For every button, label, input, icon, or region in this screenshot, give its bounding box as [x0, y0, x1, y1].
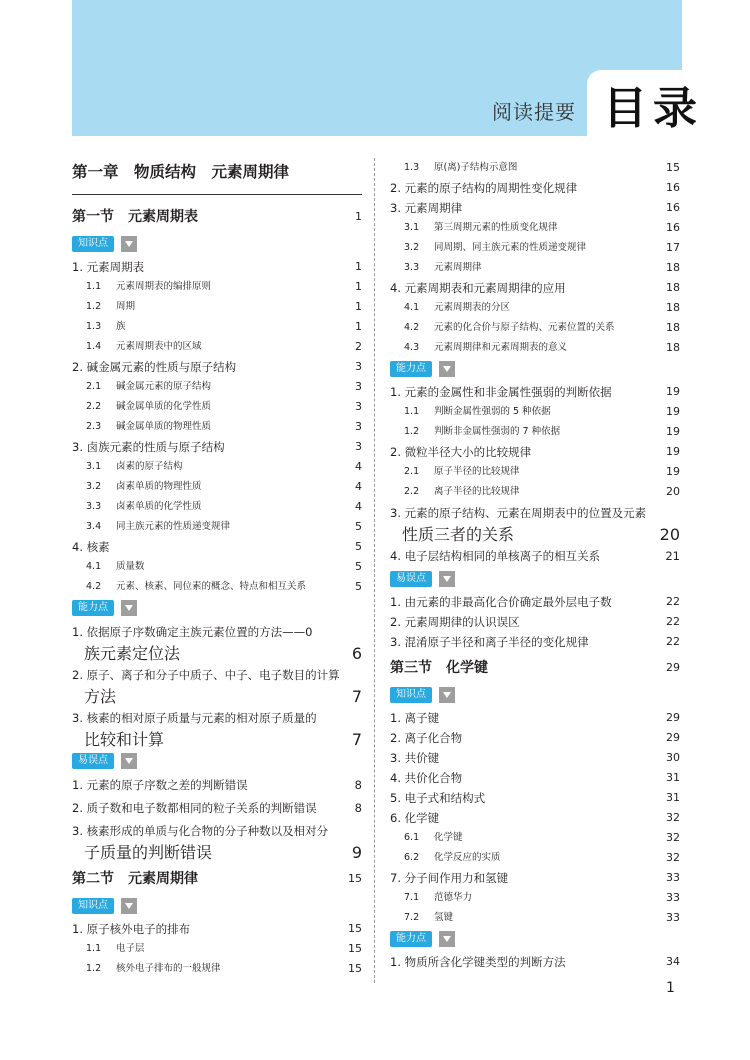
- section-tag-error: 易误点: [72, 753, 114, 769]
- toc-page-number: 20: [666, 485, 680, 498]
- toc-entry-text: 卤素单质的化学性质: [116, 501, 202, 512]
- toc-entry-text: 化学键: [434, 832, 463, 843]
- toc-entry[interactable]: [390, 442, 680, 462]
- toc-subentry[interactable]: [390, 238, 680, 258]
- toc-page-number: 29: [666, 661, 680, 674]
- toc-page-number: 30: [666, 751, 680, 764]
- toc-entry[interactable]: [390, 592, 680, 612]
- toc-entry-text: 质量数: [116, 561, 145, 572]
- toc-entry-title: [404, 828, 463, 848]
- toc-entry[interactable]: [390, 545, 680, 568]
- triangle-down-icon: [121, 898, 137, 914]
- toc-entry-continuation[interactable]: [72, 687, 362, 707]
- toc-entry-continuation[interactable]: [72, 843, 362, 863]
- toc-page-number: 1: [355, 210, 362, 223]
- toc-page-number: 22: [666, 595, 680, 608]
- toc-entry-text: 范德华力: [434, 892, 473, 903]
- toc-entry-title: 方法: [84, 687, 117, 706]
- toc-page-number: 9: [351, 843, 362, 862]
- toc-entry-text: 碱金属单质的化学性质: [116, 401, 212, 412]
- toc-subentry[interactable]: [72, 417, 362, 437]
- toc-entry-number: 3.1: [86, 461, 102, 472]
- toc-entry-text: 族: [116, 321, 126, 332]
- toc-subentry[interactable]: [390, 848, 680, 868]
- toc-entry-number: 4.1: [404, 302, 420, 313]
- toc-page-number: 32: [666, 831, 680, 844]
- toc-entry-title: [86, 557, 145, 577]
- toc-entry-title: 1. 元素周期表: [72, 260, 145, 274]
- toc-entry[interactable]: [72, 257, 362, 277]
- toc-entry-title: [86, 497, 202, 517]
- toc-entry[interactable]: [390, 868, 680, 888]
- toc-entry-number: 7.2: [404, 912, 420, 923]
- triangle-down-icon: [439, 687, 455, 703]
- toc-entry-number: 1.4: [86, 341, 102, 352]
- toc-entry[interactable]: [72, 820, 362, 843]
- toc-page-number: 15: [348, 922, 362, 935]
- toc-entry[interactable]: [390, 808, 680, 828]
- toc-page-number: 3: [355, 420, 362, 433]
- toc-page-number: 8: [354, 801, 362, 815]
- section-heading[interactable]: [390, 652, 680, 684]
- toc-right-column: [390, 158, 680, 972]
- toc-entry-title: 4. 共价化合物: [390, 771, 463, 785]
- toc-entry-title: 4. 电子层结构相同的单核离子的相互关系: [390, 549, 601, 563]
- toc-page-number: 18: [666, 281, 680, 294]
- toc-entry-number: 2.1: [404, 466, 420, 477]
- tag-row: [390, 568, 680, 592]
- toc-page-number: 4: [355, 480, 362, 493]
- toc-entry-title: 1. 由元素的非最高化合价确定最外层电子数: [390, 595, 612, 609]
- toc-entry-text: 元素周期律: [434, 262, 482, 273]
- toc-entry[interactable]: [390, 382, 680, 402]
- toc-page-number: 5: [355, 560, 362, 573]
- toc-entry[interactable]: [72, 774, 362, 797]
- toc-entry-title: [404, 298, 510, 318]
- toc-entry-continuation[interactable]: [72, 644, 362, 664]
- toc-entry-text: 卤素单质的物理性质: [116, 481, 202, 492]
- toc-page-number: 22: [666, 635, 680, 648]
- toc-entry-number: 4.1: [86, 561, 102, 572]
- triangle-down-icon: [121, 236, 137, 252]
- toc-entry-text: 元素周期表的分区: [434, 302, 511, 313]
- toc-page-number: 16: [666, 221, 680, 234]
- toc-entry-title: 3. 元素周期律: [390, 201, 463, 215]
- chapter-heading[interactable]: [72, 158, 362, 195]
- toc-entry-title: 3. 元素的原子结构、元素在周期表中的位置及元素: [390, 506, 647, 520]
- section-tag-ability: 能力点: [390, 361, 432, 377]
- section-heading[interactable]: [72, 201, 362, 233]
- toc-page-number: 19: [666, 465, 680, 478]
- toc-entry-title: 2. 碱金属元素的性质与原子结构: [72, 360, 237, 374]
- toc-entry-number: 1.2: [404, 426, 420, 437]
- toc-page-number: 19: [666, 445, 680, 458]
- toc-entry-title: [86, 377, 211, 397]
- toc-entry-title: 1. 原子核外电子的排布: [72, 922, 191, 936]
- toc-entry-number: 3.2: [86, 481, 102, 492]
- toc-page-number: 3: [355, 360, 362, 373]
- toc-entry-number: 7.1: [404, 892, 420, 903]
- toc-entry-number: 3.2: [404, 242, 420, 253]
- toc-entry-text: 卤素的原子结构: [116, 461, 183, 472]
- toc-subentry[interactable]: [390, 298, 680, 318]
- toc-subentry[interactable]: [72, 959, 362, 979]
- toc-entry[interactable]: [72, 664, 362, 687]
- toc-subentry[interactable]: [72, 297, 362, 317]
- toc-entry-title: 2. 原子、离子和分子中质子、中子、电子数目的计算: [72, 668, 340, 682]
- toc-entry-text: 电子层: [116, 943, 145, 954]
- toc-entry-text: 同周期、同主族元素的性质递变规律: [434, 242, 587, 253]
- toc-subentry[interactable]: [390, 908, 680, 928]
- toc-subentry[interactable]: [390, 158, 680, 178]
- toc-entry-number: 4.3: [404, 342, 420, 353]
- toc-page-number: 4: [355, 500, 362, 513]
- toc-subentry[interactable]: [390, 258, 680, 278]
- toc-entry-number: 2.1: [86, 381, 102, 392]
- tag-row: [390, 928, 680, 952]
- toc-page-number: 16: [666, 181, 680, 194]
- toc-subentry[interactable]: [72, 497, 362, 517]
- toc-entry-title: [404, 402, 551, 422]
- toc-entry-title: 族元素定位法: [84, 644, 181, 663]
- toc-entry-title: [86, 297, 135, 317]
- toc-entry-title: [404, 848, 501, 868]
- toc-page-number: 3: [355, 400, 362, 413]
- toc-entry-continuation[interactable]: [72, 730, 362, 750]
- tag-row: [72, 750, 362, 774]
- toc-entry-title: 比较和计算: [84, 730, 165, 749]
- toc-page-number: 19: [666, 385, 680, 398]
- toc-entry-title: [404, 422, 560, 442]
- toc-page-number: 31: [666, 771, 680, 784]
- toc-entry-title: 5. 电子式和结构式: [390, 791, 486, 805]
- tag-row: [390, 358, 680, 382]
- toc-entry[interactable]: [390, 632, 680, 652]
- toc-entry-text: 元素周期表的编排原则: [116, 281, 212, 292]
- toc-entry[interactable]: [390, 728, 680, 748]
- toc-entry-text: 碱金属单质的物理性质: [116, 421, 212, 432]
- tag-row: [72, 233, 362, 257]
- toc-entry-number: 3.3: [404, 262, 420, 273]
- toc-page-number: 5: [355, 520, 362, 533]
- toc-entry-title: 1. 依据原子序数确定主族元素位置的方法——0: [72, 625, 313, 639]
- toc-entry[interactable]: [390, 788, 680, 808]
- toc-entry[interactable]: [390, 198, 680, 218]
- toc-page-number: 32: [666, 811, 680, 824]
- toc-page-number: 33: [666, 871, 680, 884]
- toc-entry-text: 碱金属元素的原子结构: [116, 381, 212, 392]
- toc-subentry[interactable]: [390, 828, 680, 848]
- toc-entry[interactable]: [72, 357, 362, 377]
- toc-entry-text: 判断非金属性强弱的 7 种依据: [434, 426, 561, 437]
- toc-subentry[interactable]: [72, 277, 362, 297]
- toc-entry-number: 2.2: [404, 486, 420, 497]
- toc-subentry[interactable]: [72, 577, 362, 597]
- toc-entry-title: 4. 元素周期表和元素周期律的应用: [390, 281, 566, 295]
- section-tag-ability: 能力点: [390, 931, 432, 947]
- toc-subentry[interactable]: [390, 482, 680, 502]
- toc-page-number: 29: [666, 731, 680, 744]
- toc-entry[interactable]: [72, 621, 362, 644]
- toc-subentry[interactable]: [72, 377, 362, 397]
- toc-entry[interactable]: [72, 797, 362, 820]
- toc-subentry[interactable]: [72, 397, 362, 417]
- toc-entry-title: 3. 核素形成的单质与化合物的分子种数以及相对分: [72, 824, 329, 838]
- toc-page-number: 1: [355, 320, 362, 333]
- toc-entry-number: 2.2: [86, 401, 102, 412]
- toc-entry[interactable]: [72, 537, 362, 557]
- toc-entry[interactable]: [390, 708, 680, 728]
- toc-entry-title: [404, 238, 586, 258]
- toc-entry[interactable]: [390, 612, 680, 632]
- toc-entry-title: [404, 482, 520, 502]
- toc-entry-title: 第一章 物质结构 元素周期律: [72, 163, 290, 181]
- toc-entry-continuation[interactable]: [390, 525, 680, 545]
- toc-subentry[interactable]: [72, 317, 362, 337]
- header-banner: [72, 0, 703, 136]
- toc-entry-title: 第二节 元素周期律: [72, 871, 198, 887]
- section-tag-ability: 能力点: [72, 600, 114, 616]
- toc-entry-title: [404, 338, 567, 358]
- triangle-down-icon: [439, 361, 455, 377]
- toc-entry[interactable]: [390, 278, 680, 298]
- toc-entry[interactable]: [72, 437, 362, 457]
- toc-entry-title: 7. 分子间作用力和氢键: [390, 871, 509, 885]
- toc-entry-title: [86, 939, 145, 959]
- toc-entry-number: 1.2: [86, 301, 102, 312]
- toc-entry-title: [86, 959, 221, 979]
- toc-entry-title: 子质量的判断错误: [84, 843, 213, 862]
- toc-entry-text: 原子半径的比较规律: [434, 466, 520, 477]
- toc-entry-number: 3.4: [86, 521, 102, 532]
- toc-entry-number: 4.2: [404, 322, 420, 333]
- toc-entry-number: 1.1: [404, 406, 420, 417]
- toc-entry-number: 1.1: [86, 943, 102, 954]
- toc-entry-number: 1.3: [404, 162, 420, 173]
- toc-page-number: 33: [666, 891, 680, 904]
- toc-page-number: 7: [351, 730, 362, 749]
- toc-entry[interactable]: [72, 707, 362, 730]
- toc-entry-text: 元素周期律和元素周期表的意义: [434, 342, 568, 353]
- toc-entry-number: 6.2: [404, 852, 420, 863]
- toc-page-number: 33: [666, 911, 680, 924]
- toc-page-number: 20: [659, 525, 680, 544]
- toc-entry-title: [86, 517, 230, 537]
- section-tag-error: 易误点: [390, 571, 432, 587]
- toc-page-number: 2: [355, 340, 362, 353]
- section-tag-knowledge: 知识点: [72, 236, 114, 252]
- toc-entry-title: 第一节 元素周期表: [72, 209, 198, 225]
- toc-subentry[interactable]: [390, 422, 680, 442]
- toc-entry-title: [404, 462, 520, 482]
- toc-entry-title: 4. 核素: [72, 540, 110, 554]
- toc-page-number: 15: [666, 161, 680, 174]
- toc-page-number: 21: [665, 549, 680, 563]
- section-heading[interactable]: [72, 863, 362, 895]
- toc-entry-title: [86, 397, 211, 417]
- toc-page-number: 1: [355, 280, 362, 293]
- toc-entry-text: 同主族元素的性质递变规律: [116, 521, 231, 532]
- toc-entry-text: 元素周期表中的区域: [116, 341, 202, 352]
- toc-entry-text: 核外电子排布的一般规律: [116, 963, 221, 974]
- toc-subentry[interactable]: [72, 477, 362, 497]
- toc-entry-title: 2. 离子化合物: [390, 731, 463, 745]
- toc-entry-text: 氢键: [434, 912, 454, 923]
- section-tag-knowledge: 知识点: [72, 898, 114, 914]
- toc-page-number: 18: [666, 321, 680, 334]
- toc-page-number: 1: [355, 300, 362, 313]
- toc-entry-title: 2. 质子数和电子数都相同的粒子关系的判断错误: [72, 801, 317, 815]
- toc-entry-number: 6.1: [404, 832, 420, 843]
- toc-page-number: 17: [666, 241, 680, 254]
- toc-entry-text: 判断金属性强弱的 5 种依据: [434, 406, 551, 417]
- toc-entry-text: 元素、核素、同位素的概念、特点和相互关系: [116, 581, 307, 592]
- toc-entry[interactable]: [390, 952, 680, 972]
- toc-entry[interactable]: [390, 502, 680, 525]
- toc-entry-text: 元素的化合价与原子结构、元素位置的关系: [434, 322, 615, 333]
- toc-page-number: 15: [348, 872, 362, 885]
- toc-entry-number: 3.1: [404, 222, 420, 233]
- toc-subentry[interactable]: [390, 402, 680, 422]
- toc-entry-title: [86, 577, 306, 597]
- toc-entry-title: 1. 元素的金属性和非金属性强弱的判断依据: [390, 385, 612, 399]
- toc-subentry[interactable]: [72, 457, 362, 477]
- toc-entry-text: 第三周期元素的性质变化规律: [434, 222, 558, 233]
- toc-page-number: 3: [355, 440, 362, 453]
- toc-page-number: 15: [348, 962, 362, 975]
- toc-page-number: 15: [348, 942, 362, 955]
- toc-subentry[interactable]: [390, 338, 680, 358]
- page-number: 1: [666, 980, 675, 996]
- toc-entry-title: 1. 元素的原子序数之差的判断错误: [72, 778, 248, 792]
- triangle-down-icon: [439, 571, 455, 587]
- toc-subentry[interactable]: [72, 939, 362, 959]
- toc-entry-title: [86, 317, 126, 337]
- header-subtitle: 阅读提要: [492, 100, 576, 124]
- toc-subentry[interactable]: [390, 462, 680, 482]
- toc-entry-text: 化学反应的实质: [434, 852, 501, 863]
- toc-entry-number: 1.1: [86, 281, 102, 292]
- toc-entry-title: [404, 158, 517, 178]
- toc-page-number: 18: [666, 261, 680, 274]
- toc-entry-title: 3. 混淆原子半径和离子半径的变化规律: [390, 635, 589, 649]
- triangle-down-icon: [121, 753, 137, 769]
- toc-page-number: 8: [354, 778, 362, 792]
- column-divider: [374, 158, 375, 983]
- toc-entry-text: 周期: [116, 301, 136, 312]
- toc-page-number: 18: [666, 341, 680, 354]
- toc-entry-title: 1. 离子键: [390, 711, 440, 725]
- toc-entry-title: 性质三者的关系: [402, 525, 515, 544]
- toc-page-number: 34: [666, 955, 680, 968]
- toc-page-number: 32: [666, 851, 680, 864]
- toc-entry-text: 原(离)子结构示意图: [434, 162, 518, 173]
- toc-page-number: 22: [666, 615, 680, 628]
- toc-page-number: 19: [666, 425, 680, 438]
- toc-entry-title: 2. 元素的原子结构的周期性变化规律: [390, 181, 578, 195]
- toc-entry-title: [404, 218, 558, 238]
- toc-page-number: 18: [666, 301, 680, 314]
- toc-entry-title: 3. 卤族元素的性质与原子结构: [72, 440, 225, 454]
- toc-subentry[interactable]: [390, 218, 680, 238]
- toc-page-number: 3: [355, 380, 362, 393]
- toc-page-number: 1: [355, 260, 362, 273]
- toc-entry-title: 2. 微粒半径大小的比较规律: [390, 445, 532, 459]
- tag-row: [72, 597, 362, 621]
- toc-entry-title: [86, 477, 202, 497]
- toc-entry[interactable]: [390, 178, 680, 198]
- toc-entry-title: [404, 258, 482, 278]
- toc-entry[interactable]: [390, 768, 680, 788]
- tag-row: [72, 895, 362, 919]
- toc-entry-title: [86, 337, 202, 357]
- section-tag-knowledge: 知识点: [390, 687, 432, 703]
- toc-subentry[interactable]: [72, 557, 362, 577]
- toc-entry-title: [404, 908, 453, 928]
- toc-subentry[interactable]: [72, 337, 362, 357]
- toc-page-number: 6: [351, 644, 362, 663]
- header-title-tab: [587, 70, 719, 136]
- triangle-down-icon: [121, 600, 137, 616]
- toc-entry-number: 4.2: [86, 581, 102, 592]
- toc-page-number: 7: [351, 687, 362, 706]
- toc-page-number: 19: [666, 405, 680, 418]
- toc-page-number: 5: [355, 540, 362, 553]
- toc-entry-title: 第三节 化学键: [390, 660, 488, 676]
- toc-entry-text: 离子半径的比较规律: [434, 486, 520, 497]
- toc-page-number: 4: [355, 460, 362, 473]
- toc-entry-title: [404, 318, 615, 338]
- toc-entry-number: 3.3: [86, 501, 102, 512]
- toc-entry[interactable]: [390, 748, 680, 768]
- toc-entry-number: 2.3: [86, 421, 102, 432]
- toc-entry-title: [86, 277, 211, 297]
- toc-entry-number: 1.2: [86, 963, 102, 974]
- toc-entry-title: 3. 核素的相对原子质量与元素的相对原子质量的: [72, 711, 317, 725]
- toc-subentry[interactable]: [72, 517, 362, 537]
- triangle-down-icon: [439, 931, 455, 947]
- toc-entry-title: [86, 417, 211, 437]
- toc-left-column: [72, 158, 362, 979]
- toc-entry-title: 3. 共价键: [390, 751, 440, 765]
- tag-row: [390, 684, 680, 708]
- page-title: 目录: [603, 83, 703, 134]
- toc-entry-title: 1. 物质所含化学键类型的判断方法: [390, 955, 566, 969]
- toc-page-number: 29: [666, 711, 680, 724]
- toc-page-number: 31: [666, 791, 680, 804]
- toc-page-number: 5: [355, 580, 362, 593]
- toc-subentry[interactable]: [390, 318, 680, 338]
- toc-page-number: 16: [666, 201, 680, 214]
- toc-entry-title: 6. 化学键: [390, 811, 440, 825]
- toc-entry-title: 2. 元素周期律的认识误区: [390, 615, 520, 629]
- toc-entry-number: 1.3: [86, 321, 102, 332]
- toc-entry-title: [404, 888, 472, 908]
- toc-entry-title: [86, 457, 183, 477]
- toc-entry[interactable]: [72, 919, 362, 939]
- toc-subentry[interactable]: [390, 888, 680, 908]
